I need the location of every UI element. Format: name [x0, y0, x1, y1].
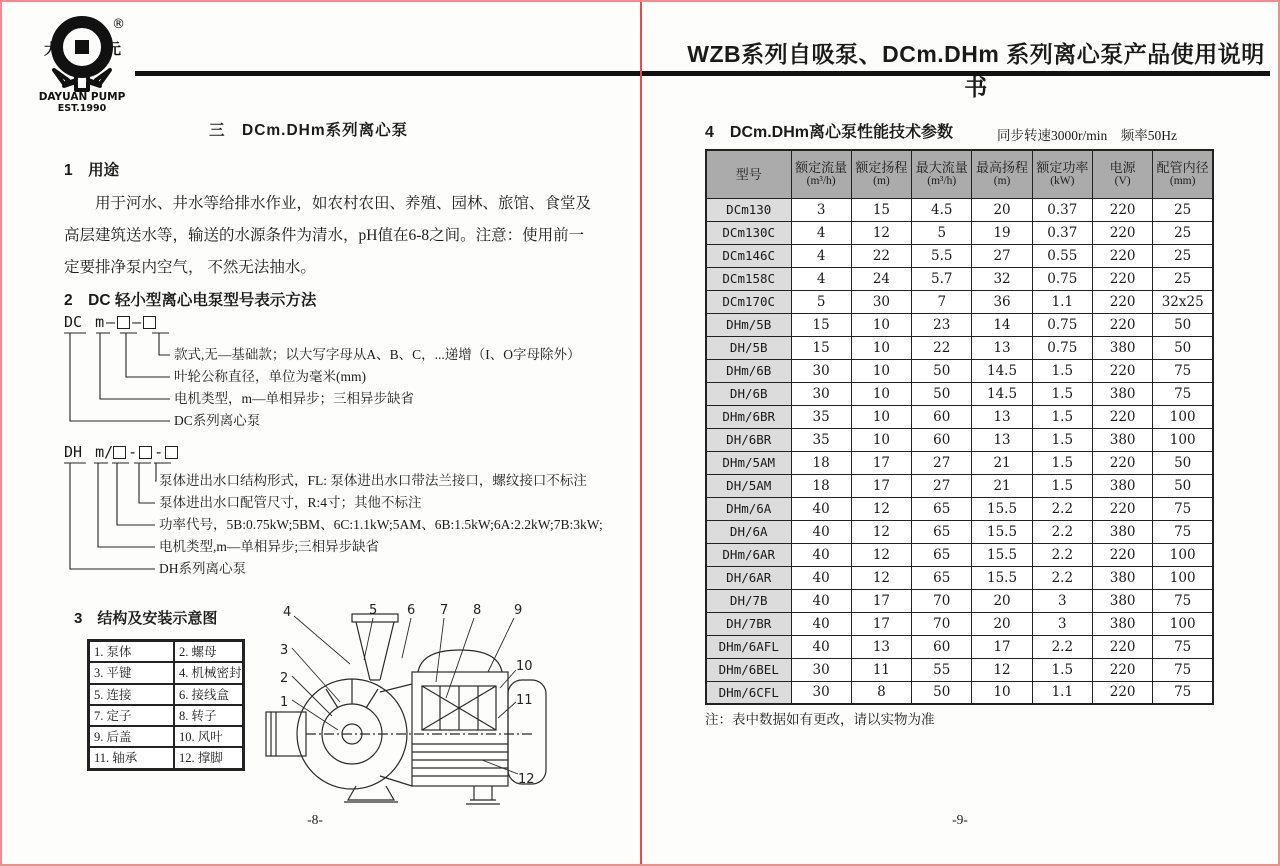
callout-1: 1 [280, 695, 289, 710]
table-row [706, 405, 1213, 428]
value-cell: 30 [791, 359, 851, 382]
callout-7: 7 [440, 603, 449, 618]
table-row [706, 290, 1213, 313]
value-cell: 1.5 [1032, 382, 1092, 405]
value-cell: 35 [791, 405, 851, 428]
value-cell: 12 [851, 497, 911, 520]
table-row [706, 244, 1213, 267]
value-cell: 0.75 [1032, 336, 1092, 359]
dayuan-coin-icon [30, 10, 136, 112]
value-cell: 5.5 [912, 244, 972, 267]
value-cell: 380 [1092, 566, 1152, 589]
value-cell: 220 [1092, 543, 1152, 566]
value-cell: 220 [1092, 405, 1152, 428]
table-row [706, 221, 1213, 244]
laurel-icon [54, 70, 110, 90]
part-cell: 12. 撑脚 [174, 747, 243, 768]
value-cell: 25 [1153, 244, 1213, 267]
value-cell: 220 [1092, 198, 1152, 221]
value-cell: 10 [851, 359, 911, 382]
part-cell: 5. 连接 [89, 684, 174, 705]
value-cell: 0.75 [1032, 313, 1092, 336]
value-cell: 40 [791, 589, 851, 612]
value-cell: 27 [912, 451, 972, 474]
value-cell: 12 [851, 543, 911, 566]
branch-label: 泵体进出水口配管尺寸，R:4寸；其他不标注 [159, 495, 422, 510]
part-cell: 6. 接线盒 [174, 684, 243, 705]
value-cell: 65 [912, 566, 972, 589]
dh-motor: m [95, 443, 105, 461]
value-cell: 75 [1153, 497, 1213, 520]
value-cell: 4 [791, 267, 851, 290]
part-cell: 10. 风叶 [174, 726, 243, 747]
value-cell: 40 [791, 520, 851, 543]
pump-drawing [260, 594, 552, 806]
dh-box-structure [165, 446, 178, 459]
value-cell: 22 [912, 336, 972, 359]
value-cell: 1.1 [1032, 290, 1092, 313]
callout-2: 2 [280, 671, 289, 686]
column-header: 额定扬程 (m) [851, 150, 911, 198]
value-cell: 40 [791, 566, 851, 589]
value-cell: 60 [912, 428, 972, 451]
value-cell: 0.55 [1032, 244, 1092, 267]
usage-line: 高层建筑送水等，输送的水源条件为清水，pH值在6-8之间。注意：使用前一 [64, 227, 585, 244]
speed-frequency-note: 同步转速3000r/min 频率50Hz [997, 128, 1177, 143]
part-cell: 7. 定子 [89, 705, 174, 726]
value-cell: 3 [1032, 612, 1092, 635]
value-cell: 75 [1153, 382, 1213, 405]
value-cell: 30 [851, 290, 911, 313]
dh-dash: - [128, 443, 138, 461]
value-cell: 1.5 [1032, 451, 1092, 474]
value-cell: 75 [1153, 589, 1213, 612]
value-cell: 14 [972, 313, 1032, 336]
callout-12: 12 [518, 772, 535, 787]
table-row [706, 474, 1213, 497]
value-cell: 10 [851, 382, 911, 405]
model-cell: DHm/6A [706, 497, 791, 520]
value-cell: 27 [912, 474, 972, 497]
value-cell: 15 [791, 313, 851, 336]
brand-logo [30, 10, 136, 112]
value-cell: 15.5 [972, 543, 1032, 566]
value-cell: 25 [1153, 221, 1213, 244]
value-cell: 220 [1092, 221, 1152, 244]
value-cell: 12 [972, 658, 1032, 681]
model-cell: DH/7BR [706, 612, 791, 635]
value-cell: 220 [1092, 451, 1152, 474]
value-cell: 17 [851, 589, 911, 612]
dh-box-power [113, 446, 126, 459]
dc-dash: — [106, 313, 116, 331]
column-header: 额定功率 (kW) [1032, 150, 1092, 198]
value-cell: 25 [1153, 198, 1213, 221]
model-cell: DCm170C [706, 290, 791, 313]
model-cell: DH/6A [706, 520, 791, 543]
model-cell: DHm/5B [706, 313, 791, 336]
model-cell: DHm/6CFL [706, 681, 791, 704]
model-cell: DH/5AM [706, 474, 791, 497]
pump-cross-section [260, 594, 552, 811]
logo-char-right: 元 [106, 40, 122, 58]
value-cell: 220 [1092, 313, 1152, 336]
table-row [706, 497, 1213, 520]
value-cell: 100 [1153, 566, 1213, 589]
value-cell: 100 [1153, 405, 1213, 428]
value-cell: 50 [1153, 336, 1213, 359]
value-cell: 220 [1092, 681, 1152, 704]
column-header: 最高扬程 (m) [972, 150, 1032, 198]
model-cell: DH/7B [706, 589, 791, 612]
branch-label: 泵体进出水口结构形式，FL: 泵体进出水口带法兰接口，螺纹接口不标注 [159, 473, 587, 488]
value-cell: 1.5 [1032, 359, 1092, 382]
value-cell: 13 [972, 336, 1032, 359]
value-cell: 380 [1092, 428, 1152, 451]
value-cell: 70 [912, 612, 972, 635]
value-cell: 65 [912, 497, 972, 520]
value-cell: 75 [1153, 658, 1213, 681]
branch-label: 电机类型,m—单相异步;三相异步缺省 [159, 539, 380, 554]
column-header: 配管内径 (mm) [1153, 150, 1213, 198]
table-row [706, 267, 1213, 290]
value-cell: 18 [791, 474, 851, 497]
value-cell: 3 [1032, 589, 1092, 612]
value-cell: 1.5 [1032, 428, 1092, 451]
value-cell: 65 [912, 543, 972, 566]
value-cell: 11 [851, 658, 911, 681]
value-cell: 2.2 [1032, 497, 1092, 520]
model-cell: DCm158C [706, 267, 791, 290]
usage-line: 定要排净泵内空气， 不然无法抽水。 [64, 259, 316, 276]
value-cell: 13 [851, 635, 911, 658]
value-cell: 380 [1092, 612, 1152, 635]
model-cell: DCm146C [706, 244, 791, 267]
value-cell: 380 [1092, 474, 1152, 497]
model-cell: DHm/6BR [706, 405, 791, 428]
callout-5: 5 [369, 603, 378, 618]
value-cell: 24 [851, 267, 911, 290]
value-cell: 75 [1153, 359, 1213, 382]
callout-3: 3 [280, 643, 289, 658]
dh-slash: / [104, 443, 114, 461]
table-row [706, 658, 1213, 681]
value-cell: 15 [851, 198, 911, 221]
column-header: 型号 [706, 150, 791, 198]
value-cell: 5 [912, 221, 972, 244]
value-cell: 14.5 [972, 359, 1032, 382]
value-cell: 27 [972, 244, 1032, 267]
value-cell: 0.75 [1032, 267, 1092, 290]
value-cell: 12 [851, 221, 911, 244]
table-row [706, 382, 1213, 405]
part-cell: 8. 转子 [174, 705, 243, 726]
value-cell: 12 [851, 566, 911, 589]
value-cell: 100 [1153, 543, 1213, 566]
value-cell: 13 [972, 428, 1032, 451]
model-cell: DCm130C [706, 221, 791, 244]
value-cell: 75 [1153, 681, 1213, 704]
model-cell: DHm/6B [706, 359, 791, 382]
table-row [706, 589, 1213, 612]
value-cell: 10 [851, 336, 911, 359]
value-cell: 21 [972, 451, 1032, 474]
value-cell: 36 [972, 290, 1032, 313]
value-cell: 70 [912, 589, 972, 612]
value-cell: 55 [912, 658, 972, 681]
dc-dash: — [132, 313, 142, 331]
value-cell: 50 [1153, 451, 1213, 474]
part-cell: 11. 轴承 [89, 747, 174, 768]
value-cell: 17 [851, 451, 911, 474]
value-cell: 220 [1092, 635, 1152, 658]
value-cell: 14.5 [972, 382, 1032, 405]
value-cell: 15 [791, 336, 851, 359]
table-row [706, 313, 1213, 336]
value-cell: 13 [972, 405, 1032, 428]
value-cell: 20 [972, 198, 1032, 221]
value-cell: 10 [851, 428, 911, 451]
value-cell: 220 [1092, 497, 1152, 520]
branch-label: DC系列离心泵 [174, 413, 261, 428]
value-cell: 380 [1092, 382, 1152, 405]
value-cell: 0.37 [1032, 198, 1092, 221]
value-cell: 21 [972, 474, 1032, 497]
value-cell: 220 [1092, 244, 1152, 267]
value-cell: 15.5 [972, 520, 1032, 543]
dc-box-style [143, 316, 156, 329]
model-cell: DHm/6AFL [706, 635, 791, 658]
value-cell: 2.2 [1032, 543, 1092, 566]
branch-label: 功率代号，5B:0.75kW;5BM、6C:1.1kW;5AM、6B:1.5kW;6A:2.2kW;7B:3kW; [159, 517, 603, 532]
logo-est: EST.1990 [57, 103, 107, 112]
table-row [706, 359, 1213, 382]
value-cell: 50 [912, 681, 972, 704]
value-cell: 1.5 [1032, 474, 1092, 497]
model-cell: DH/6AR [706, 566, 791, 589]
table-row [706, 543, 1213, 566]
model-cell: DHm/6AR [706, 543, 791, 566]
column-header: 额定流量 (m³/h) [791, 150, 851, 198]
dh-series: DH [64, 443, 83, 461]
table-row [706, 336, 1213, 359]
value-cell: 100 [1153, 612, 1213, 635]
value-cell: 1.5 [1032, 658, 1092, 681]
table-note: 注：表中数据如有更改，请以实物为准 [705, 712, 935, 727]
table-row [706, 520, 1213, 543]
value-cell: 2.2 [1032, 635, 1092, 658]
page-divider [640, 2, 642, 866]
value-cell: 10 [851, 313, 911, 336]
usage-paragraph [64, 188, 592, 284]
value-cell: 220 [1092, 359, 1152, 382]
value-cell: 50 [912, 359, 972, 382]
value-cell: 18 [791, 451, 851, 474]
model-cell: DHm/6BEL [706, 658, 791, 681]
column-header: 最大流量 (m³/h) [912, 150, 972, 198]
value-cell: 380 [1092, 336, 1152, 359]
logo-char-left: 大 [44, 40, 60, 58]
value-cell: 17 [851, 612, 911, 635]
callout-4: 4 [283, 605, 292, 620]
structure-heading: 3 结构及安装示意图 [74, 610, 218, 627]
callout-8: 8 [473, 603, 482, 618]
value-cell: 7 [912, 290, 972, 313]
table-row [706, 451, 1213, 474]
params-heading: 4 DCm.DHm离心泵性能技术参数 [705, 124, 954, 141]
value-cell: 2.2 [1032, 520, 1092, 543]
value-cell: 40 [791, 612, 851, 635]
value-cell: 32 [972, 267, 1032, 290]
dh-box-size [139, 446, 152, 459]
value-cell: 15.5 [972, 497, 1032, 520]
value-cell: 65 [912, 520, 972, 543]
value-cell: 3 [791, 198, 851, 221]
value-cell: 4 [791, 244, 851, 267]
value-cell: 10 [851, 405, 911, 428]
table-row [706, 612, 1213, 635]
value-cell: 75 [1153, 520, 1213, 543]
part-cell: 3. 平键 [89, 662, 174, 683]
column-header: 电源 (V) [1092, 150, 1152, 198]
branch-label: 款式,无—基础款；以大写字母从A、B、C，...递增（I、O字母除外） [174, 347, 581, 362]
value-cell: 75 [1153, 635, 1213, 658]
value-cell: 30 [791, 382, 851, 405]
part-cell: 2. 螺母 [174, 641, 243, 662]
params-table [705, 149, 1214, 705]
value-cell: 2.2 [1032, 566, 1092, 589]
value-cell: 30 [791, 658, 851, 681]
value-cell: 40 [791, 635, 851, 658]
dc-series: DC [64, 313, 83, 331]
dc-model-code [64, 313, 156, 331]
part-cell: 9. 后盖 [89, 726, 174, 747]
value-cell: 220 [1092, 290, 1152, 313]
value-cell: 12 [851, 520, 911, 543]
table-row [706, 635, 1213, 658]
dh-model-code [64, 443, 178, 461]
value-cell: 40 [791, 543, 851, 566]
model-cell: DH/6B [706, 382, 791, 405]
table-row [706, 566, 1213, 589]
value-cell: 50 [1153, 313, 1213, 336]
value-cell: 100 [1153, 428, 1213, 451]
value-cell: 60 [912, 635, 972, 658]
page-number-left: -8- [307, 812, 323, 827]
value-cell: 10 [972, 681, 1032, 704]
callout-10: 10 [516, 659, 533, 674]
value-cell: 50 [1153, 474, 1213, 497]
logo-name: DAYUAN PUMP [38, 91, 126, 103]
value-cell: 19 [972, 221, 1032, 244]
usage-line: 用于河水、井水等给排水作业，如农村农田、养殖、园林、旅馆、食堂及 [95, 195, 592, 212]
value-cell: 380 [1092, 589, 1152, 612]
manual-title: WZB系列自吸泵、DCm.DHm 系列离心泵产品使用说明书 [687, 41, 1265, 100]
value-cell: 35 [791, 428, 851, 451]
model-heading: 2 DC 轻小型离心电泵型号表示方法 [64, 292, 317, 309]
part-cell: 4. 机械密封 [174, 662, 243, 683]
section-title: 三 DCm.DHm系列离心泵 [209, 122, 409, 139]
table-row [706, 198, 1213, 221]
registered-mark: ® [112, 17, 125, 32]
part-cell: 1. 泵体 [89, 641, 174, 662]
value-cell: 17 [851, 474, 911, 497]
value-cell: 60 [912, 405, 972, 428]
parts-legend-table [87, 639, 245, 771]
branch-label: 叶轮公称直径，单位为毫米(mm) [174, 369, 366, 384]
value-cell: 1.5 [1032, 405, 1092, 428]
value-cell: 5 [791, 290, 851, 313]
value-cell: 380 [1092, 520, 1152, 543]
callout-11: 11 [516, 693, 533, 708]
branch-label: DH系列离心泵 [159, 561, 246, 576]
dc-box-impeller [117, 316, 130, 329]
callout-9: 9 [514, 603, 523, 618]
value-cell: 15.5 [972, 566, 1032, 589]
params-table-wrap [705, 149, 1214, 705]
value-cell: 17 [972, 635, 1032, 658]
page-number-right: -9- [952, 812, 968, 827]
dc-motor: m [95, 313, 105, 331]
branch-label: 电机类型，m—单相异步；三相异步缺省 [174, 391, 415, 406]
value-cell: 1.1 [1032, 681, 1092, 704]
value-cell: 40 [791, 497, 851, 520]
value-cell: 20 [972, 612, 1032, 635]
table-row [706, 681, 1213, 704]
value-cell: 4.5 [912, 198, 972, 221]
model-cell: DHm/5AM [706, 451, 791, 474]
dh-dash: - [154, 443, 164, 461]
value-cell: 22 [851, 244, 911, 267]
model-cell: DH/5B [706, 336, 791, 359]
value-cell: 4 [791, 221, 851, 244]
usage-heading: 1 用途 [64, 162, 120, 179]
value-cell: 8 [851, 681, 911, 704]
value-cell: 220 [1092, 267, 1152, 290]
value-cell: 20 [972, 589, 1032, 612]
value-cell: 0.37 [1032, 221, 1092, 244]
model-cell: DH/6BR [706, 428, 791, 451]
value-cell: 5.7 [912, 267, 972, 290]
value-cell: 30 [791, 681, 851, 704]
model-cell: DCm130 [706, 198, 791, 221]
value-cell: 50 [912, 382, 972, 405]
callout-6: 6 [407, 603, 416, 618]
value-cell: 25 [1153, 267, 1213, 290]
table-row [706, 428, 1213, 451]
value-cell: 32x25 [1153, 290, 1213, 313]
value-cell: 220 [1092, 658, 1152, 681]
value-cell: 23 [912, 313, 972, 336]
